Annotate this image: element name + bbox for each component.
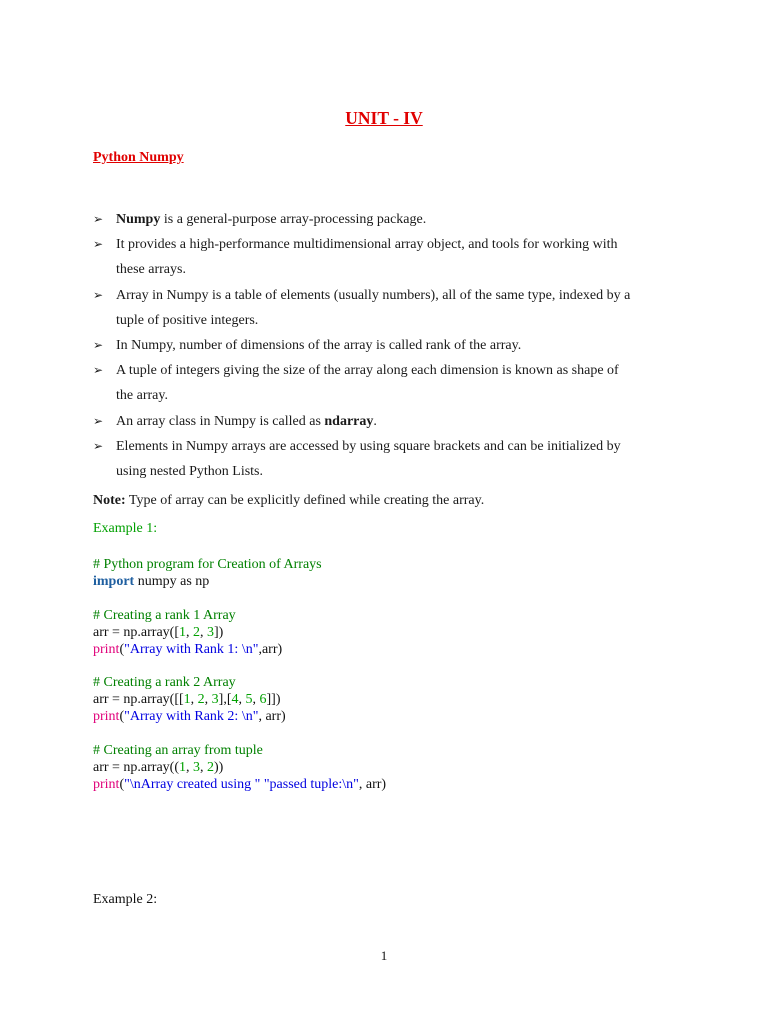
code-comment: # Python program for Creation of Arrays bbox=[93, 557, 322, 572]
code-text: arr = np.array(( bbox=[93, 759, 180, 775]
note-label: Note: bbox=[93, 493, 126, 508]
code-text: ,arr) bbox=[258, 641, 283, 657]
code-function: print bbox=[93, 709, 120, 724]
list-item bbox=[93, 409, 683, 434]
unit-title: UNIT - IV bbox=[345, 108, 423, 128]
bullet-text-cont: tuple of positive integers. bbox=[116, 312, 259, 328]
code-number: 1 bbox=[179, 624, 187, 640]
bullet-text: An array class in Numpy is called as bbox=[116, 413, 325, 429]
code-number: 2 bbox=[193, 624, 201, 640]
example-1-label: Example 1: bbox=[93, 521, 158, 536]
code-number: 1 bbox=[183, 692, 191, 707]
code-number: 6 bbox=[259, 692, 267, 707]
code-comment: # Creating an array from tuple bbox=[93, 742, 263, 758]
code-number: 2 bbox=[197, 692, 205, 707]
arrowhead-bullet-icon: ➢ bbox=[93, 413, 104, 428]
code-number: 3 bbox=[207, 624, 215, 640]
code-text: ]) bbox=[214, 624, 224, 640]
bullet-text-end: . bbox=[373, 413, 377, 429]
list-item bbox=[93, 207, 683, 232]
bullet-text: It provides a high-performance multidimensional array object, and tools for working with bbox=[116, 237, 618, 253]
code-number: 4 bbox=[231, 692, 239, 707]
bullet-text-cont: these arrays. bbox=[116, 262, 186, 278]
code-text: arr = np.array([ bbox=[93, 624, 180, 640]
code-number: 5 bbox=[245, 692, 253, 707]
code-text: , arr) bbox=[358, 776, 387, 792]
code-string: "Array with Rank 1: \n" bbox=[124, 641, 259, 657]
code-function: print bbox=[93, 641, 120, 657]
note-text: Type of array can be explicitly defined while creating the array. bbox=[125, 493, 485, 508]
arrowhead-bullet-icon: ➢ bbox=[93, 338, 104, 353]
bullet-text: Array in Numpy is a table of elements (usually numbers), all of the same type, indexed by a bbox=[116, 287, 631, 303]
bullet-text: Elements in Numpy arrays are accessed by using square brackets and can be initialized by bbox=[116, 438, 621, 454]
bullet-text: A tuple of integers giving the size of the array along each dimension is known as shape of bbox=[116, 363, 619, 379]
section-title: Python Numpy bbox=[93, 150, 184, 165]
code-text: , arr) bbox=[258, 709, 286, 724]
bold-term: Numpy bbox=[116, 212, 161, 227]
example-2-label: Example 2: bbox=[93, 892, 158, 907]
list-item bbox=[93, 283, 683, 333]
arrowhead-bullet-icon: ➢ bbox=[93, 287, 104, 302]
note-paragraph bbox=[93, 493, 484, 509]
code-number: 1 bbox=[179, 759, 187, 775]
list-item bbox=[93, 434, 683, 484]
code-comment: # Creating a rank 2 Array bbox=[93, 675, 236, 690]
code-text: )) bbox=[214, 759, 224, 775]
code-block: # Python program for Creation of Arrays import numpy as np # Creating a rank 1 Array arr = np.array([1, 2, 3]) print("Array with Rank 1: \n",arr) # Creating a rank 2 Array arr = np.array([[1, 2, 3],[4, 5, 6]]) print("Array with Rank 2: \n", arr) # Creating an array from tuple arr = np.array((1, 3, 2)) print("\nArray created using " "passed tuple:\n", arr) bbox=[93, 557, 387, 792]
arrowhead-bullet-icon: ➢ bbox=[93, 237, 104, 252]
list-item bbox=[93, 358, 683, 408]
page-number: 1 bbox=[380, 948, 388, 963]
code-keyword: import bbox=[93, 574, 135, 589]
code-comment: # Creating a rank 1 Array bbox=[93, 607, 236, 623]
bullet-text: In Numpy, number of dimensions of the array is called rank of the array. bbox=[116, 338, 522, 354]
bullet-text-cont: using nested Python Lists. bbox=[116, 464, 264, 480]
bullet-text-cont: the array. bbox=[116, 388, 168, 404]
bullet-list bbox=[93, 207, 683, 484]
bold-term: ndarray bbox=[324, 413, 374, 429]
code-string: "Array with Rank 2: \n" bbox=[124, 709, 259, 724]
arrowhead-bullet-icon: ➢ bbox=[93, 438, 104, 453]
list-item bbox=[93, 232, 683, 282]
code-text: arr = np.array([[ bbox=[93, 692, 184, 707]
bullet-text: is a general-purpose array-processing package. bbox=[160, 212, 427, 227]
code-text: numpy as np bbox=[134, 574, 210, 589]
code-function: print bbox=[93, 776, 120, 792]
code-number: 3 bbox=[211, 692, 219, 707]
list-item bbox=[93, 333, 683, 358]
code-number: 3 bbox=[193, 759, 201, 775]
code-number: 2 bbox=[207, 759, 215, 775]
code-string: "\nArray created using " "passed tuple:\n" bbox=[124, 776, 359, 792]
arrowhead-bullet-icon: ➢ bbox=[93, 212, 104, 226]
arrowhead-bullet-icon: ➢ bbox=[93, 363, 104, 378]
